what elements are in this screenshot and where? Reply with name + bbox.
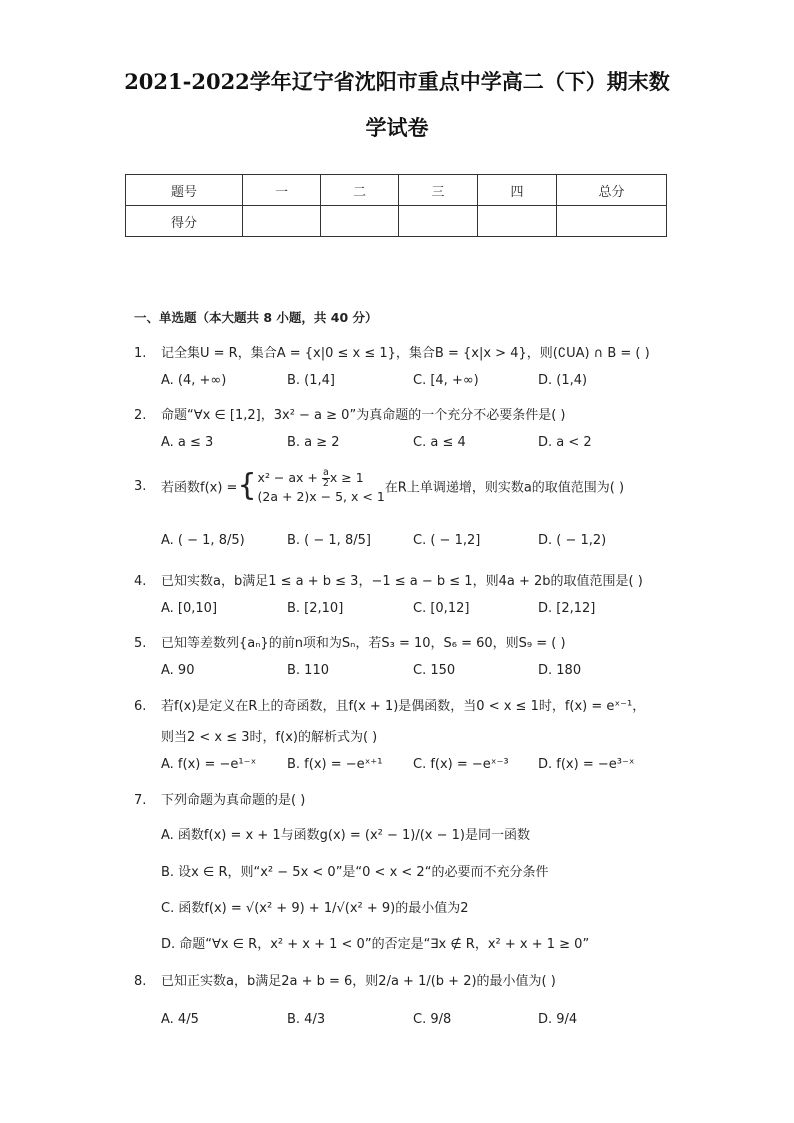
question-text: 已知实数a，b满足1 ≤ a + b ≤ 3，−1 ≤ a − b ≤ 1，则4a + 2b的取值范围是( ) (161, 574, 643, 589)
question-8 (134, 970, 556, 989)
question-5 (134, 632, 566, 651)
question-number: 5. (134, 636, 147, 651)
option-c: C. 9/8 (413, 1012, 452, 1027)
option-b: B. (1,4] (287, 373, 336, 388)
question-suffix: 在R上单调递增，则实数a的取值范围为( ) (384, 480, 625, 496)
option-b: B. 4/3 (287, 1012, 326, 1027)
score-header-cell: 一 (243, 175, 321, 206)
question-number: 8. (134, 974, 147, 989)
score-header-cell: 二 (321, 175, 399, 206)
score-cell (399, 206, 478, 237)
question-4 (134, 570, 643, 589)
question-7-option-b: B. 设x ∈ R，则“x² − 5x < 0”是“0 < x < 2“的必要而不充分条件 (161, 865, 549, 880)
question-6-line2: 则当2 < x ≤ 3时，f(x)的解析式为( ) (161, 730, 378, 745)
question-3 (134, 468, 624, 504)
option-d: D. a < 2 (538, 435, 592, 450)
piecewise-cases (258, 468, 385, 504)
question-prefix: 若函数f(x) = (161, 480, 238, 496)
question-number: 6. (134, 699, 147, 714)
option-c: C. [0,12] (413, 601, 470, 616)
left-brace-glyph: { (237, 468, 257, 503)
score-row-label: 得分 (126, 206, 243, 237)
score-header-cell: 总分 (557, 175, 667, 206)
option-a: A. ( − 1, 8/5) (161, 533, 245, 548)
question-number: 2. (134, 408, 147, 423)
score-header-cell: 三 (399, 175, 478, 206)
question-text: 若f(x)是定义在R上的奇函数，且f(x + 1)是偶函数，当0 < x ≤ 1时，f(x) = eˣ⁻¹， (161, 699, 646, 714)
score-table (125, 174, 667, 237)
option-d: D. 180 (538, 663, 582, 678)
question-text: 已知正实数a，b满足2a + b = 6，则2/a + 1/(b + 2)的最小值为( ) (161, 974, 556, 989)
question-1 (134, 342, 650, 361)
score-cell (557, 206, 667, 237)
option-b: B. 110 (287, 663, 329, 678)
question-7-option-a: A. 函数f(x) = x + 1与函数g(x) = (x² − 1)/(x − 1)是同一函数 (161, 828, 530, 843)
option-d: D. 9/4 (538, 1012, 578, 1027)
case-1: x² − ax + $\frac{a}{2}$ x ≥ 1 (257, 467, 364, 489)
option-b: B. [2,10] (287, 601, 344, 616)
section-heading: 一、单选题（本大题共 8 小题，共 40 分） (134, 310, 378, 325)
score-table-row (126, 206, 667, 237)
option-c: C. [4, +∞) (413, 373, 479, 388)
question-number: 4. (134, 574, 147, 589)
option-b: B. f(x) = −eˣ⁺¹ (287, 757, 383, 772)
question-text: 已知等差数列{aₙ}的前n项和为Sₙ，若S₃ = 10，S₆ = 60，则S₉ = ( ) (161, 636, 566, 651)
option-d: D. f(x) = −e³⁻ˣ (538, 757, 635, 772)
question-number: 3. (134, 478, 147, 494)
option-c: C. f(x) = −eˣ⁻³ (413, 757, 509, 772)
option-d: D. (1,4) (538, 373, 588, 388)
option-c: C. 150 (413, 663, 456, 678)
exam-title-line1: 2021-2022学年辽宁省沈阳市重点中学高二（下）期末数 (124, 69, 670, 94)
case-2: (2a + 2)x − 5, x < 1 (257, 489, 385, 504)
question-text: 命题“∀x ∈ [1,2]，3x² − a ≥ 0”为真命题的一个充分不必要条件是( ) (161, 408, 566, 423)
option-b: B. ( − 1, 8/5] (287, 533, 371, 548)
score-header-cell: 题号 (126, 175, 243, 206)
question-number: 7. (134, 793, 147, 808)
score-cell (243, 206, 321, 237)
question-7 (134, 789, 305, 808)
option-a: A. f(x) = −e¹⁻ˣ (161, 757, 257, 772)
question-2 (134, 404, 565, 423)
option-a: A. 90 (161, 663, 195, 678)
question-number: 1. (134, 346, 147, 361)
score-cell (321, 206, 399, 237)
score-header-cell: 四 (478, 175, 557, 206)
option-c: C. a ≤ 4 (413, 435, 466, 450)
option-d: D. ( − 1,2) (538, 533, 607, 548)
option-d: D. [2,12] (538, 601, 596, 616)
question-text: 记全集U = R，集合A = {x|0 ≤ x ≤ 1}，集合B = {x|x > 4}，则(∁UA) ∩ B = ( ) (161, 346, 650, 361)
option-b: B. a ≥ 2 (287, 435, 340, 450)
option-a: A. [0,10] (161, 601, 218, 616)
option-a: A. a ≤ 3 (161, 435, 214, 450)
fraction: $\frac{a}{2}$ (322, 467, 329, 489)
score-cell (478, 206, 557, 237)
option-a: A. 4/5 (161, 1012, 199, 1027)
exam-title-line2: 学试卷 (365, 115, 429, 140)
question-text: 下列命题为真命题的是( ) (161, 793, 306, 808)
question-7-option-d: D. 命题“∀x ∈ R，x² + x + 1 < 0”的否定是“∃x ∉ R，x² + x + 1 ≥ 0” (161, 937, 590, 952)
option-a: A. (4, +∞) (161, 373, 227, 388)
question-7-option-c: C. 函数f(x) = √(x² + 9) + 1/√(x² + 9)的最小值为2 (161, 901, 469, 916)
question-6 (134, 695, 645, 714)
option-c: C. ( − 1,2] (413, 533, 481, 548)
score-table-header-row (126, 175, 667, 206)
